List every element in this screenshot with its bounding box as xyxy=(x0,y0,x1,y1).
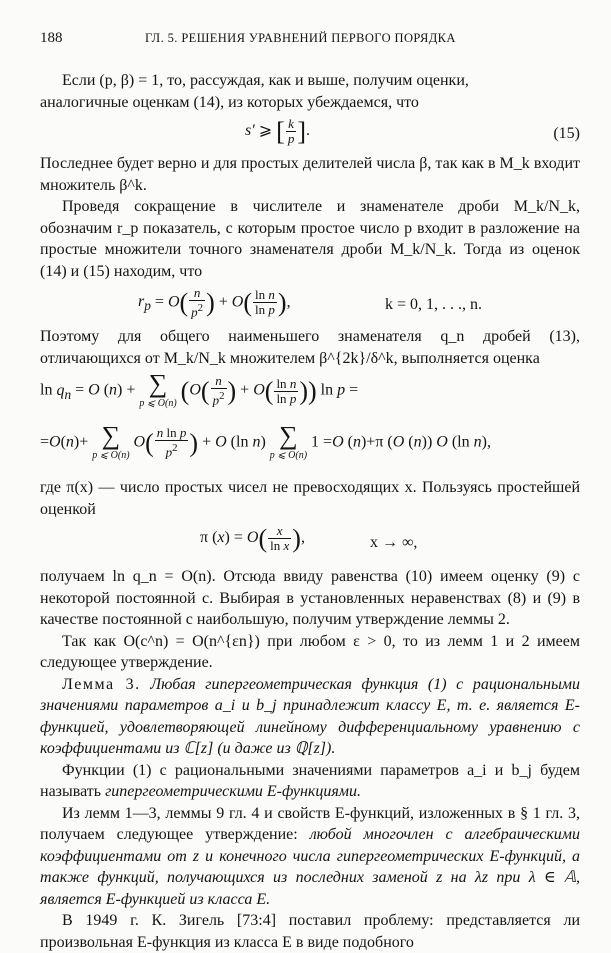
paragraph-1a: Если (p, β) = 1, то, рассуждая, как и выше, получим оценки, xyxy=(62,72,469,89)
paragraph-1b: аналогичные оценкам (14), из которых убеждаемся, что xyxy=(40,93,419,111)
page-number: 188 xyxy=(40,30,63,46)
equation-pi-limit: x → ∞, xyxy=(370,534,418,551)
equation-pi xyxy=(40,520,580,566)
page-body xyxy=(40,70,580,953)
paragraph-7: Так как O(c^n) = O(n^{εn}) при любом ε > 0, то из лемм 1 и 2 имеем следующее утверждение. xyxy=(40,632,580,671)
paragraph-8-text: Функции (1) с рациональными значениями параметров a_i и b_j будем называть xyxy=(40,761,580,800)
running-title: ГЛ. 5. РЕШЕНИЯ УРАВНЕНИЙ ПЕРВОГО ПОРЯДКА xyxy=(145,31,456,45)
paragraph-6: получаем ln q_n = O(n). Отсюда ввиду равенства (10) имеем оценку (9) с некоторой постоянной c. Выбирая в установленных неравенствах (8) и (9) в качестве постоянной c наибольшую, получим утверждение леммы 2. xyxy=(40,568,580,628)
paragraph-5: где π(x) — число простых чисел не превосходящих x. Пользуясь простейшей оценкой xyxy=(40,479,580,518)
paragraph-8-term: гипергеометрическими E-функциями. xyxy=(105,783,362,800)
lemma-3-text: Любая гипергеометрическая функция (1) с рациональными значениями параметров a_i и b_j принадлежит классу E, т. е. является E-функцией, удовлетворяющей линейному дифференциальному уравнению с коэффициентами из ℂ[z] (и даже из ℚ[z]). xyxy=(40,675,581,757)
paragraph-8 xyxy=(40,760,580,803)
equation-lnq-line1 xyxy=(40,369,580,421)
equation-15-number: (15) xyxy=(553,125,580,142)
equation-pi-formula: π (x) = O( $\frac{x}{\text{ln x}}$ ), xyxy=(200,523,305,553)
paragraph-4: Поэтому для общего наименьшего знаменателя q_n дробей (13), отличающихся от M_k/N_k множителем β^{2k}/δ^k, выполняется оценка xyxy=(40,328,580,367)
paragraph-9 xyxy=(40,803,580,911)
equation-rp xyxy=(40,282,580,326)
equation-rp-formula: $r_p = O$( $\frac{n}{p^2}$ ) + O( $\frac{\text{ln n}}{\text{ln p}}$ ), xyxy=(138,285,291,320)
paragraph-9-statement: любой многочлен с алгебраическими коэффициентами от z и конечного числа гипергеометрических E-функций, а также функций, получающихся из последних заменой z на λz при λ ∈ 𝔸, является E-функцией из класса E. xyxy=(40,826,581,908)
paragraph-10: В 1949 г. К. Зигель [73:4] поставил проблему: представляется ли произвольная E-функция из класса E в виде подобного xyxy=(40,912,580,951)
lemma-3 xyxy=(40,674,580,760)
equation-lnq-formula-2: =O(n)+ ∑ p ⩽ O(n) O( $\frac{\text{n ln p}}{p^2}$ ) + O (ln n) ∑ p ⩽ O(n) 1 =O (n)+π (O (n)) O (ln n), xyxy=(40,421,491,461)
equation-lnq-formula-1: $\ln q_n = O$ (n) + ∑ p ⩽ O(n) (O( $\frac{n}{p^2}$ ) + O( $\frac{\text{ln n}}{\text{ln p}}$ )) ln p = xyxy=(40,369,359,409)
equation-rp-range: k = 0, 1, . . ., n. xyxy=(385,296,483,313)
running-header xyxy=(40,30,580,52)
equation-lnq-line2 xyxy=(40,421,580,477)
paragraph-3: Проведя сокращение в числителе и знаменателе дроби M_k/N_k, обозначим r_p показатель, с которым простое число p входит в разложение на простые множители точного знаменателя дроби M_k/N_k. Тогда из оценок (14) и (15) находим, что xyxy=(40,198,580,280)
equation-15-formula: s′ ⩾ [ $\frac{k}{p}$ ]. xyxy=(245,116,310,146)
paragraph-9-text: Из лемм 1—3, леммы 9 гл. 4 и свойств E-функций, изложенных в § 1 гл. 3, получаем следующее утверждение: xyxy=(40,804,580,843)
lemma-3-label: Лемма 3. xyxy=(62,675,141,693)
paragraph-2: Последнее будет верно и для простых делителей числа β, так как в M_k входит множитель β^k. xyxy=(40,155,580,194)
equation-15 xyxy=(40,113,580,153)
